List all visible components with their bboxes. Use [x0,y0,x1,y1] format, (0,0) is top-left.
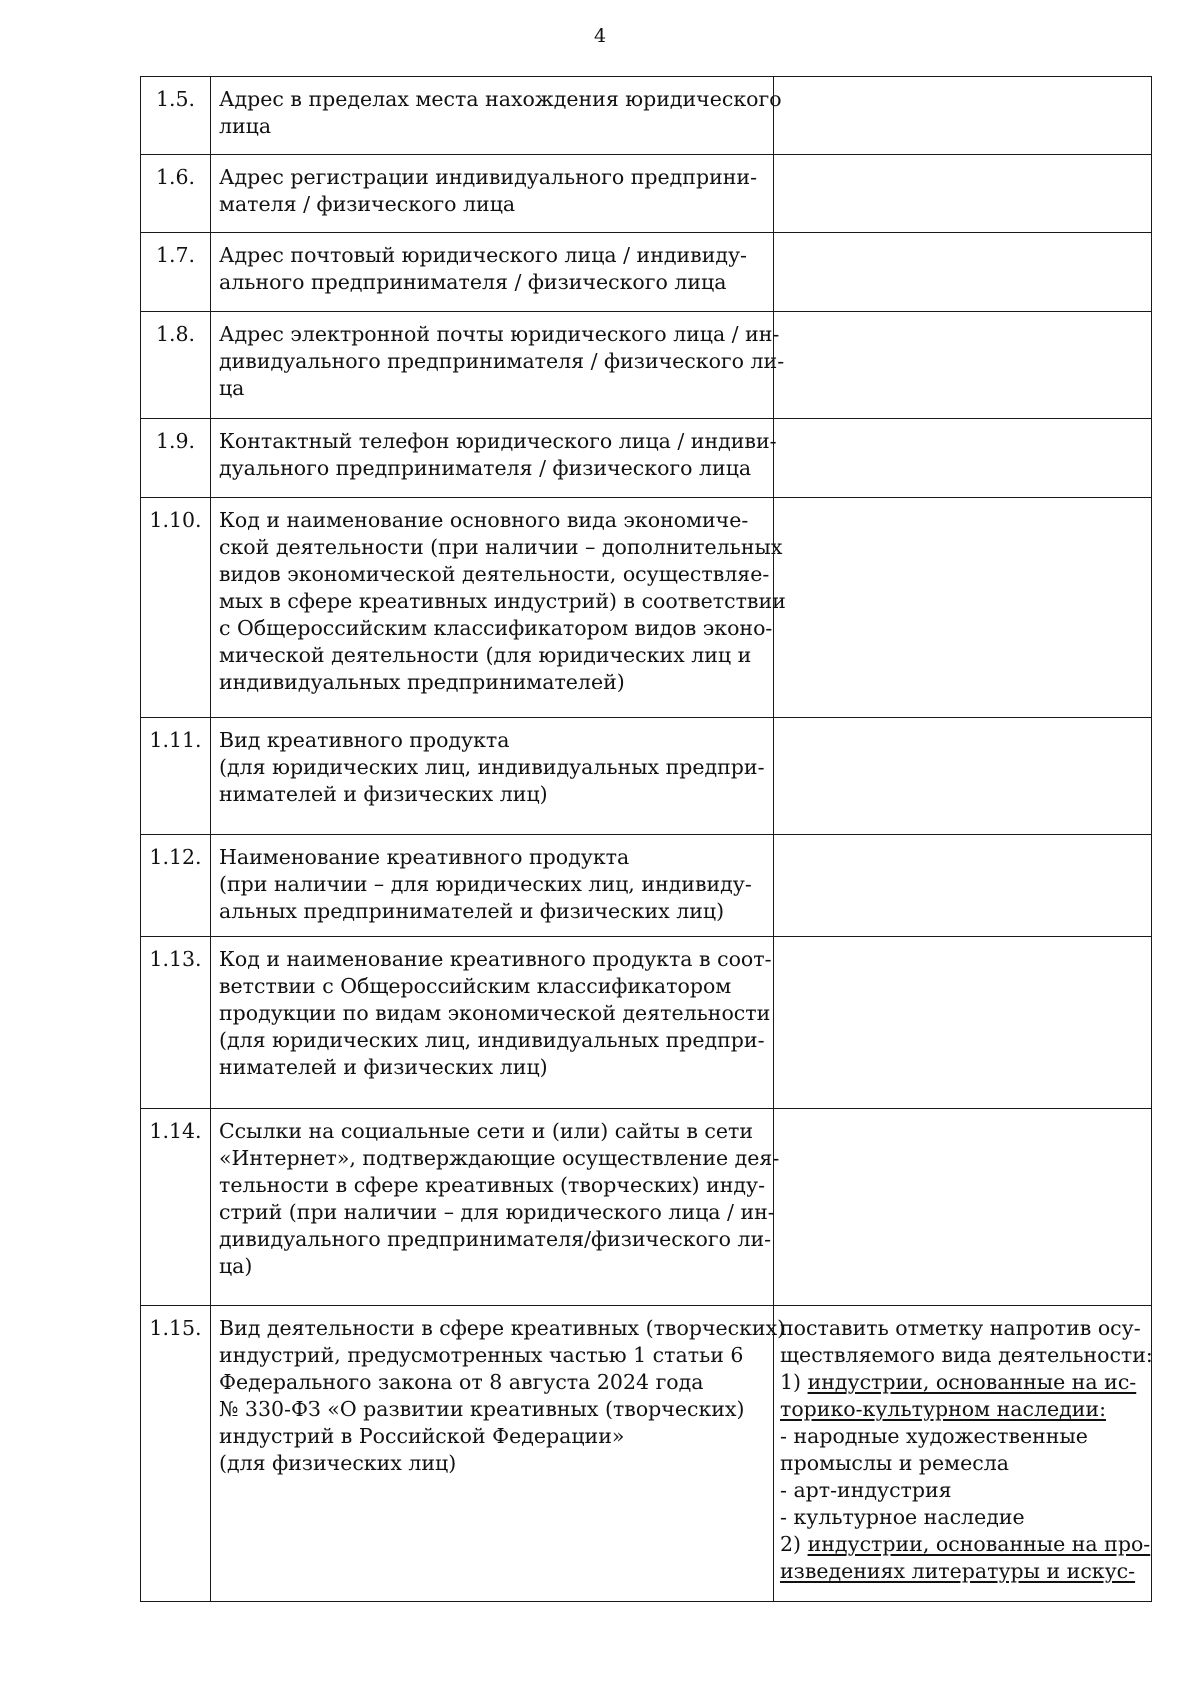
field-label-line: Ссылки на социальные сети и (или) сайты в сети [219,1119,753,1143]
category-heading-text: торико-культурном наследии: [780,1397,1106,1421]
field-value[interactable] [774,1109,1152,1306]
field-label-line: с Общероссийским классификатором видов эконо- [219,616,773,640]
row-number: 1.9. [141,419,211,498]
field-label [211,155,774,233]
field-label-line: Код и наименование основного вида экономиче- [219,508,749,532]
field-label [211,498,786,718]
field-label [211,1109,780,1306]
row-number: 1.7. [141,233,211,312]
form-row [141,419,1152,498]
category-heading-text: индустрии, основанные на ис- [807,1370,1137,1394]
field-label-line: (для юридических лиц, индивидуальных предпри- [219,755,765,779]
field-label [211,718,774,835]
field-label-line: Код и наименование креативного продукта в соот- [219,947,772,971]
field-value-line [780,1369,1145,1396]
field-label-line: мых в сфере креативных индустрий) в соответствии [219,589,786,613]
field-value-line [780,1423,1145,1450]
form-row [141,835,1152,937]
field-label-line: № 330-ФЗ «О развитии креативных (творческих) [219,1397,745,1421]
field-value[interactable] [774,155,1152,233]
field-label-line: ца) [219,1254,253,1278]
field-value-line [780,1396,1145,1423]
field-label [211,835,774,937]
field-label-line: индивидуальных предпринимателей) [219,670,625,694]
field-value-line [780,1531,1151,1558]
field-label-line: продукции по видам экономической деятельности [219,1001,771,1025]
field-label-line: «Интернет», подтверждающие осуществление дея- [219,1146,780,1170]
form-row [141,233,1152,312]
field-value[interactable] [774,718,1152,835]
row-number: 1.5. [141,77,211,155]
field-label-line: (при наличии – для юридических лиц, индивиду- [219,872,752,896]
field-label [211,1306,786,1602]
row-number: 1.10. [141,498,211,718]
field-value[interactable] [774,1306,1152,1602]
field-label-line: Адрес почтовый юридического лица / индивиду- [219,243,747,267]
page-number: 4 [593,25,607,47]
form-row [141,312,1152,419]
field-label [211,312,785,419]
form-row [141,498,1152,718]
field-label-line: лица [219,114,272,138]
category-heading-text: изведениях литературы и искус- [780,1559,1136,1583]
row-number: 1.15. [141,1306,211,1602]
form-row [141,1306,1152,1602]
field-label-line: видов экономической деятельности, осуществляе- [219,562,770,586]
field-label-line: тельности в сфере креативных (творческих) инду- [219,1173,766,1197]
row-number: 1.13. [141,937,211,1109]
form-row [141,77,1152,155]
option-text: - народные художественные [780,1424,1088,1448]
field-value[interactable] [774,835,1152,937]
field-value-line [780,1477,1145,1504]
field-label-line: Вид деятельности в сфере креативных (творческих) [219,1316,786,1340]
list-number: 1) [780,1370,808,1394]
field-label-line: ветствии с Общероссийским классификатором [219,974,732,998]
field-label-line: Контактный телефон юридического лица / индиви- [219,429,777,453]
field-label-line: ской деятельности (при наличии – дополнительных [219,535,783,559]
field-label-line: стрий (при наличии – для юридического лица / ин- [219,1200,775,1224]
field-label-line: Вид креативного продукта [219,728,510,752]
field-label-line: ца [219,376,245,400]
field-value[interactable] [774,419,1152,498]
field-label [211,937,774,1109]
field-label-line: альных предпринимателей и физических лиц) [219,899,725,923]
field-value[interactable] [774,312,1152,419]
application-form-table [140,76,1152,1602]
option-text: поставить отметку напротив осу- [780,1316,1141,1340]
form-row [141,1109,1152,1306]
field-value[interactable] [774,937,1152,1109]
field-label-line: ального предпринимателя / физического лица [219,270,727,294]
field-label-line: индустрий, предусмотренных частью 1 статьи 6 [219,1343,744,1367]
field-label-line: мателя / физического лица [219,192,516,216]
field-value[interactable] [774,77,1152,155]
form-row [141,937,1152,1109]
row-number: 1.11. [141,718,211,835]
row-number: 1.8. [141,312,211,419]
field-label-line: нимателей и физических лиц) [219,782,548,806]
field-value-line [780,1450,1145,1477]
field-label-line: нимателей и физических лиц) [219,1055,548,1079]
field-value-line [780,1315,1145,1342]
form-row [141,155,1152,233]
option-text: промыслы и ремесла [780,1451,1009,1475]
option-text: - арт-индустрия [780,1478,952,1502]
field-label-line: (для юридических лиц, индивидуальных предпри- [219,1028,765,1052]
field-value-line [780,1558,1145,1585]
field-value-line [780,1342,1153,1369]
category-heading-text: индустрии, основанные на про- [807,1532,1151,1556]
field-value[interactable] [774,233,1152,312]
field-label-line: дивидуального предпринимателя/физического ли- [219,1227,772,1251]
field-label [211,419,777,498]
row-number: 1.12. [141,835,211,937]
row-number: 1.6. [141,155,211,233]
row-number: 1.14. [141,1109,211,1306]
form-row [141,718,1152,835]
field-label-line: Федерального закона от 8 августа 2024 года [219,1370,704,1394]
field-label [211,77,782,155]
field-label-line: дуального предпринимателя / физического лица [219,456,752,480]
field-label [211,233,774,312]
field-label-line: (для физических лиц) [219,1451,457,1475]
field-label-line: мической деятельности (для юридических лиц и [219,643,752,667]
list-number: 2) [780,1532,808,1556]
field-value[interactable] [774,498,1152,718]
field-value-line [780,1504,1145,1531]
field-label-line: Адрес регистрации индивидуального предприни- [219,165,758,189]
field-label-line: Адрес электронной почты юридического лица / ин- [219,322,780,346]
field-label-line: Наименование креативного продукта [219,845,630,869]
field-label-line: дивидуального предпринимателя / физического ли- [219,349,785,373]
field-label-line: индустрий в Российской Федерации» [219,1424,625,1448]
option-text: - культурное наследие [780,1505,1025,1529]
option-text: ществляемого вида деятельности: [780,1343,1153,1367]
field-label-line: Адрес в пределах места нахождения юридического [219,87,782,111]
